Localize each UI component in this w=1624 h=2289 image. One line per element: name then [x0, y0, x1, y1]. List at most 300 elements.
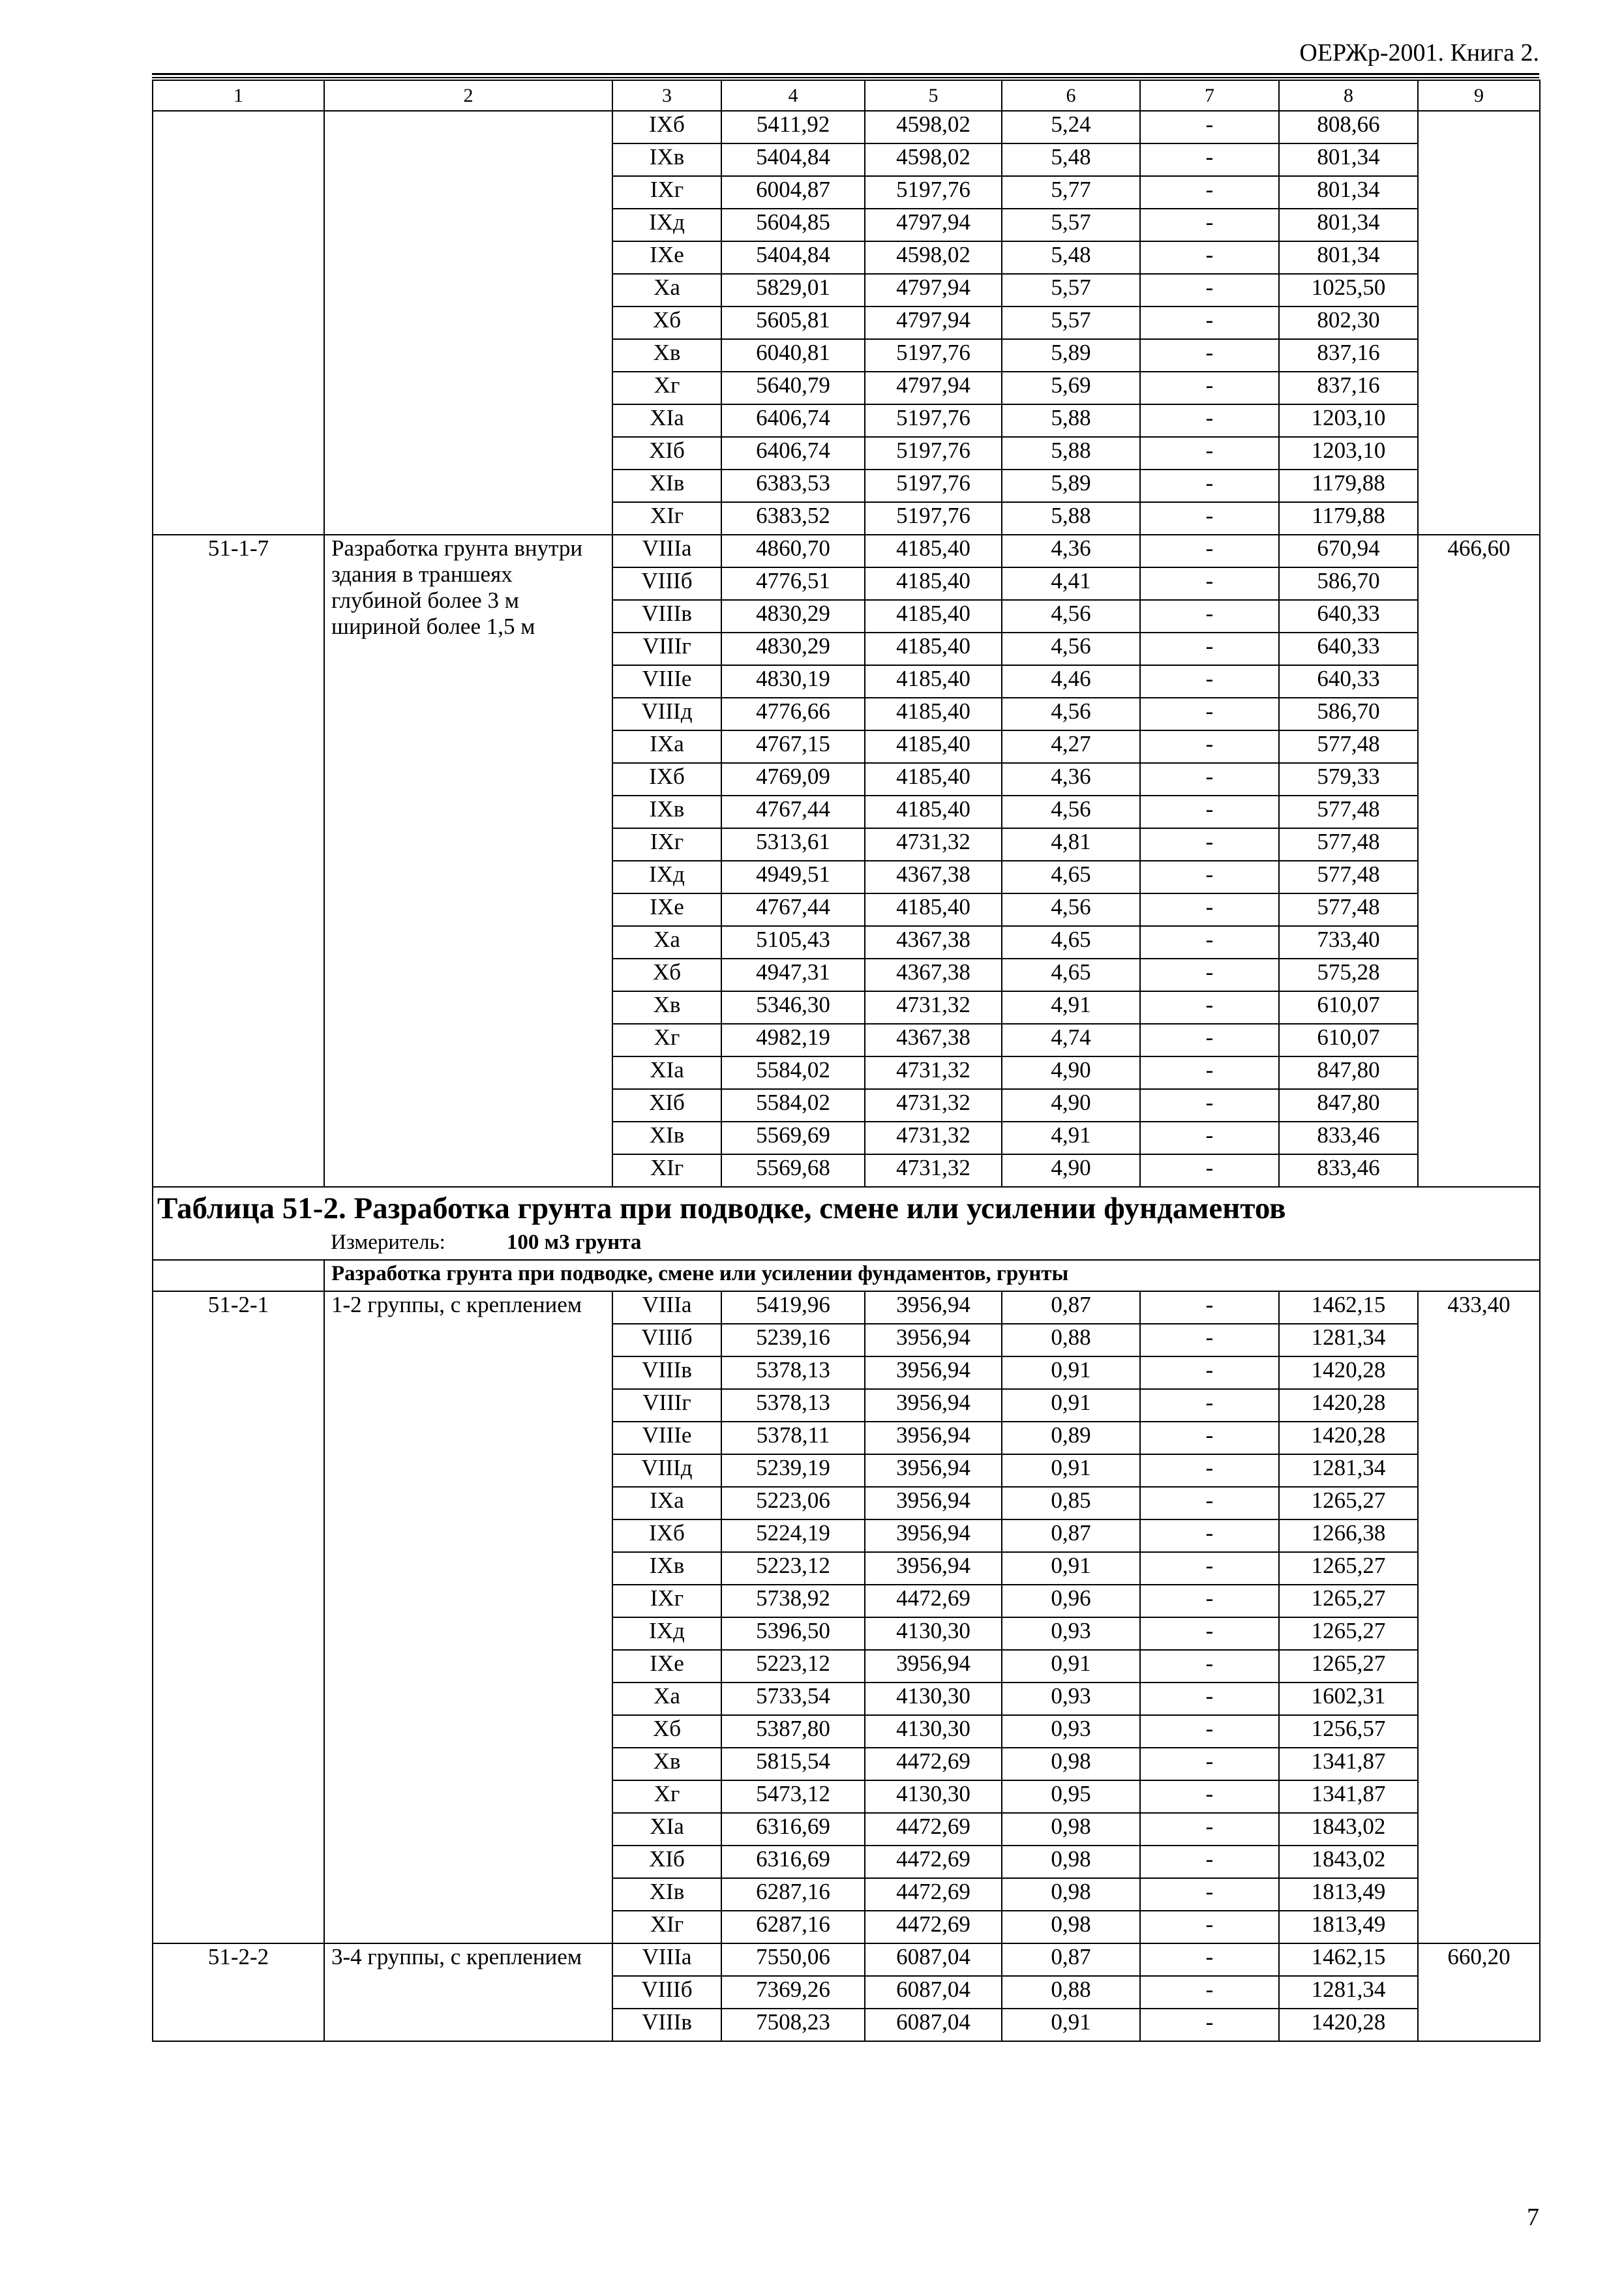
col8-value: 1420,28 [1279, 2009, 1418, 2041]
soil-category: VIIIд [612, 698, 721, 730]
labor-cost: 3956,94 [865, 1291, 1002, 1324]
labor-cost: 4797,94 [865, 209, 1002, 241]
col8-value: 833,46 [1279, 1122, 1418, 1154]
direct-cost: 5378,13 [721, 1356, 865, 1389]
soil-category: IXб [612, 111, 721, 143]
col7-value: - [1140, 959, 1279, 991]
col8-value: 640,33 [1279, 665, 1418, 698]
measure-line [157, 1228, 1535, 1257]
col7-value: - [1140, 828, 1279, 861]
machine-cost: 5,48 [1002, 241, 1140, 274]
soil-category: Xб [612, 959, 721, 991]
labor-cost: 6087,04 [865, 2009, 1002, 2041]
col7-value: - [1140, 730, 1279, 763]
soil-category: Xг [612, 372, 721, 404]
col7-value: - [1140, 1422, 1279, 1454]
machine-cost: 0,98 [1002, 1911, 1140, 1943]
machine-cost: 5,88 [1002, 404, 1140, 437]
soil-category: XIа [612, 1813, 721, 1846]
col7-value: - [1140, 1487, 1279, 1519]
direct-cost: 5569,68 [721, 1154, 865, 1187]
labor-cost: 4367,38 [865, 1024, 1002, 1056]
col8-value: 1281,34 [1279, 1454, 1418, 1487]
labor-cost: 4731,32 [865, 991, 1002, 1024]
col7-value: - [1140, 1389, 1279, 1422]
direct-cost: 5733,54 [721, 1683, 865, 1715]
labor-cost: 4130,30 [865, 1780, 1002, 1813]
soil-category: VIIIд [612, 1454, 721, 1487]
col7-value: - [1140, 470, 1279, 502]
col7-value: - [1140, 1617, 1279, 1650]
machine-cost: 4,81 [1002, 828, 1140, 861]
machine-cost: 4,56 [1002, 796, 1140, 828]
machine-cost: 0,98 [1002, 1846, 1140, 1878]
measure-value: 100 м3 грунта [506, 1231, 642, 1254]
machine-cost: 5,24 [1002, 111, 1140, 143]
direct-cost: 6040,81 [721, 339, 865, 372]
direct-cost: 5419,96 [721, 1291, 865, 1324]
col8-value: 1256,57 [1279, 1715, 1418, 1748]
soil-category: Xв [612, 339, 721, 372]
machine-cost: 4,65 [1002, 959, 1140, 991]
col8-value: 586,70 [1279, 698, 1418, 730]
machine-cost: 4,56 [1002, 893, 1140, 926]
soil-category: IXе [612, 1650, 721, 1683]
soil-category: VIIIб [612, 1324, 721, 1356]
soil-category: Xа [612, 274, 721, 307]
direct-cost: 5223,12 [721, 1650, 865, 1683]
direct-cost: 5640,79 [721, 372, 865, 404]
col8-value: 733,40 [1279, 926, 1418, 959]
soil-category: IXа [612, 730, 721, 763]
machine-cost: 5,57 [1002, 209, 1140, 241]
labor-cost: 4185,40 [865, 763, 1002, 796]
work-description: 3-4 группы, с креплением [324, 1943, 612, 2041]
col8-value: 808,66 [1279, 111, 1418, 143]
labor-cost: 4472,69 [865, 1846, 1002, 1878]
col8-value: 801,34 [1279, 241, 1418, 274]
labor-cost: 4598,02 [865, 241, 1002, 274]
soil-category: XIг [612, 1154, 721, 1187]
col7-value: - [1140, 1519, 1279, 1552]
soil-category: XIб [612, 1089, 721, 1122]
page-number: 7 [1527, 2204, 1539, 2231]
col8-value: 577,48 [1279, 861, 1418, 893]
machine-cost: 4,91 [1002, 991, 1140, 1024]
machine-cost: 0,87 [1002, 1943, 1140, 1976]
col8-value: 801,34 [1279, 209, 1418, 241]
labor-cost: 6087,04 [865, 1976, 1002, 2009]
direct-cost: 6383,52 [721, 502, 865, 535]
direct-cost: 5239,16 [721, 1324, 865, 1356]
direct-cost: 5605,81 [721, 307, 865, 339]
col8-value: 610,07 [1279, 991, 1418, 1024]
labor-cost: 4797,94 [865, 372, 1002, 404]
table-title: Таблица 51-2. Разработка грунта при подводке, смене или усилении фундаментов [157, 1191, 1286, 1225]
col8-value: 833,46 [1279, 1154, 1418, 1187]
col7-value: - [1140, 991, 1279, 1024]
direct-cost: 5223,12 [721, 1552, 865, 1585]
labor-cost: 4472,69 [865, 1585, 1002, 1617]
direct-cost: 4767,44 [721, 893, 865, 926]
soil-category: VIIIа [612, 535, 721, 567]
col7-value: - [1140, 1024, 1279, 1056]
machine-cost: 4,65 [1002, 861, 1140, 893]
direct-cost: 6406,74 [721, 437, 865, 470]
machine-cost: 4,90 [1002, 1089, 1140, 1122]
col8-value: 577,48 [1279, 730, 1418, 763]
col7-value: - [1140, 1911, 1279, 1943]
col7-value: - [1140, 2009, 1279, 2041]
col8-value: 1341,87 [1279, 1780, 1418, 1813]
col8-value: 579,33 [1279, 763, 1418, 796]
labor-cost: 4731,32 [865, 1056, 1002, 1089]
col7-value: - [1140, 1780, 1279, 1813]
col8-value: 1843,02 [1279, 1846, 1418, 1878]
machine-cost: 4,36 [1002, 763, 1140, 796]
col7-value: - [1140, 1154, 1279, 1187]
col7-value: - [1140, 372, 1279, 404]
direct-cost: 6316,69 [721, 1813, 865, 1846]
col8-value: 1813,49 [1279, 1878, 1418, 1911]
machine-cost: 5,88 [1002, 502, 1140, 535]
direct-cost: 5396,50 [721, 1617, 865, 1650]
col7-value: - [1140, 274, 1279, 307]
col8-value: 847,80 [1279, 1089, 1418, 1122]
col7-value: - [1140, 307, 1279, 339]
machine-cost: 0,93 [1002, 1715, 1140, 1748]
machine-cost: 0,91 [1002, 1650, 1140, 1683]
col7-value: - [1140, 633, 1279, 665]
col8-value: 577,48 [1279, 828, 1418, 861]
col8-value: 1203,10 [1279, 404, 1418, 437]
machine-cost: 0,91 [1002, 1454, 1140, 1487]
labor-cost: 4472,69 [865, 1878, 1002, 1911]
machine-cost: 4,90 [1002, 1154, 1140, 1187]
direct-cost: 5105,43 [721, 926, 865, 959]
labor-cost: 3956,94 [865, 1650, 1002, 1683]
direct-cost: 5404,84 [721, 143, 865, 176]
direct-cost: 5584,02 [721, 1089, 865, 1122]
machine-cost: 4,56 [1002, 633, 1140, 665]
machine-cost: 4,90 [1002, 1056, 1140, 1089]
empty-cell [153, 1260, 324, 1291]
col8-value: 577,48 [1279, 796, 1418, 828]
direct-cost: 5569,69 [721, 1122, 865, 1154]
labor-cost: 4367,38 [865, 959, 1002, 991]
col8-value: 575,28 [1279, 959, 1418, 991]
direct-cost: 5378,11 [721, 1422, 865, 1454]
col7-value: - [1140, 1878, 1279, 1911]
direct-cost: 4767,15 [721, 730, 865, 763]
soil-category: XIг [612, 502, 721, 535]
col8-value: 1281,34 [1279, 1976, 1418, 2009]
col7-value: - [1140, 1356, 1279, 1389]
soil-category: Xв [612, 1748, 721, 1780]
machine-cost: 0,98 [1002, 1748, 1140, 1780]
soil-category: VIIIв [612, 2009, 721, 2041]
labor-cost: 4185,40 [865, 600, 1002, 633]
rate-code: 51-1-7 [153, 535, 324, 1187]
col7-value: - [1140, 535, 1279, 567]
labor-cost: 4797,94 [865, 274, 1002, 307]
labor-cost: 4367,38 [865, 861, 1002, 893]
col8-value: 1420,28 [1279, 1422, 1418, 1454]
col7-value: - [1140, 1552, 1279, 1585]
soil-category: XIб [612, 1846, 721, 1878]
machine-cost: 0,89 [1002, 1422, 1140, 1454]
direct-cost: 7550,06 [721, 1943, 865, 1976]
labor-cost: 3956,94 [865, 1389, 1002, 1422]
table-row [153, 1943, 1540, 1976]
col8-value: 1179,88 [1279, 502, 1418, 535]
col9-value [1418, 111, 1540, 535]
col7-value: - [1140, 1748, 1279, 1780]
col8-value: 610,07 [1279, 1024, 1418, 1056]
direct-cost: 7508,23 [721, 2009, 865, 2041]
labor-cost: 4731,32 [865, 828, 1002, 861]
machine-cost: 0,93 [1002, 1617, 1140, 1650]
machine-cost: 5,57 [1002, 274, 1140, 307]
col7-value: - [1140, 861, 1279, 893]
work-description [324, 111, 612, 535]
machine-cost: 5,88 [1002, 437, 1140, 470]
soil-category: VIIIа [612, 1291, 721, 1324]
col8-value: 1025,50 [1279, 274, 1418, 307]
direct-cost: 6383,53 [721, 470, 865, 502]
direct-cost: 6004,87 [721, 176, 865, 209]
machine-cost: 0,98 [1002, 1813, 1140, 1846]
labor-cost: 4598,02 [865, 111, 1002, 143]
machine-cost: 5,69 [1002, 372, 1140, 404]
column-number: 9 [1418, 80, 1540, 111]
column-number: 7 [1140, 80, 1279, 111]
direct-cost: 5404,84 [721, 241, 865, 274]
col8-value: 1462,15 [1279, 1943, 1418, 1976]
soil-category: IXд [612, 861, 721, 893]
soil-category: IXв [612, 1552, 721, 1585]
col7-value: - [1140, 1976, 1279, 2009]
col7-value: - [1140, 404, 1279, 437]
col7-value: - [1140, 665, 1279, 698]
labor-cost: 6087,04 [865, 1943, 1002, 1976]
col7-value: - [1140, 1846, 1279, 1878]
soil-category: VIIIб [612, 567, 721, 600]
col8-value: 801,34 [1279, 143, 1418, 176]
machine-cost: 0,85 [1002, 1487, 1140, 1519]
soil-category: XIб [612, 437, 721, 470]
col7-value: - [1140, 1089, 1279, 1122]
machine-cost: 5,48 [1002, 143, 1140, 176]
col7-value: - [1140, 1585, 1279, 1617]
machine-cost: 4,46 [1002, 665, 1140, 698]
soil-category: IXв [612, 143, 721, 176]
soil-category: VIIIа [612, 1943, 721, 1976]
labor-cost: 4130,30 [865, 1715, 1002, 1748]
machine-cost: 5,89 [1002, 470, 1140, 502]
labor-cost: 4185,40 [865, 535, 1002, 567]
col7-value: - [1140, 143, 1279, 176]
direct-cost: 4769,09 [721, 763, 865, 796]
labor-cost: 4185,40 [865, 698, 1002, 730]
labor-cost: 4185,40 [865, 796, 1002, 828]
col8-value: 1813,49 [1279, 1911, 1418, 1943]
soil-category: Xб [612, 307, 721, 339]
machine-cost: 0,91 [1002, 2009, 1140, 2041]
col7-value: - [1140, 1122, 1279, 1154]
direct-cost: 4776,51 [721, 567, 865, 600]
machine-cost: 4,65 [1002, 926, 1140, 959]
machine-cost: 0,88 [1002, 1324, 1140, 1356]
soil-category: IXг [612, 176, 721, 209]
labor-cost: 5197,76 [865, 404, 1002, 437]
section-subheading: Разработка грунта при подводке, смене или усилении фундаментов, грунты [324, 1260, 1540, 1291]
soil-category: VIIIе [612, 1422, 721, 1454]
machine-cost: 0,87 [1002, 1519, 1140, 1552]
header-rule [152, 73, 1539, 75]
col8-value: 837,16 [1279, 372, 1418, 404]
section-subheading-row [153, 1260, 1540, 1291]
machine-cost: 4,36 [1002, 535, 1140, 567]
col7-value: - [1140, 1291, 1279, 1324]
col8-value: 1265,27 [1279, 1617, 1418, 1650]
col8-value: 1602,31 [1279, 1683, 1418, 1715]
col8-value: 670,94 [1279, 535, 1418, 567]
direct-cost: 5738,92 [721, 1585, 865, 1617]
soil-category: VIIIг [612, 633, 721, 665]
col8-value: 640,33 [1279, 633, 1418, 665]
col8-value: 801,34 [1279, 176, 1418, 209]
col8-value: 577,48 [1279, 893, 1418, 926]
col7-value: - [1140, 567, 1279, 600]
col7-value: - [1140, 1683, 1279, 1715]
column-number: 2 [324, 80, 612, 111]
col8-value: 1462,15 [1279, 1291, 1418, 1324]
direct-cost: 5411,92 [721, 111, 865, 143]
col7-value: - [1140, 502, 1279, 535]
labor-cost: 4598,02 [865, 143, 1002, 176]
col7-value: - [1140, 111, 1279, 143]
col7-value: - [1140, 763, 1279, 796]
soil-category: VIIIг [612, 1389, 721, 1422]
col8-value: 1341,87 [1279, 1748, 1418, 1780]
machine-cost: 5,89 [1002, 339, 1140, 372]
machine-cost: 0,91 [1002, 1389, 1140, 1422]
machine-cost: 5,77 [1002, 176, 1140, 209]
soil-category: XIа [612, 1056, 721, 1089]
labor-cost: 5197,76 [865, 502, 1002, 535]
rate-code [153, 111, 324, 535]
labor-cost: 3956,94 [865, 1454, 1002, 1487]
column-number: 6 [1002, 80, 1140, 111]
soil-category: XIг [612, 1911, 721, 1943]
direct-cost: 5223,06 [721, 1487, 865, 1519]
machine-cost: 4,41 [1002, 567, 1140, 600]
direct-cost: 7369,26 [721, 1976, 865, 2009]
col7-value: - [1140, 209, 1279, 241]
col8-value: 1179,88 [1279, 470, 1418, 502]
soil-category: VIIIв [612, 600, 721, 633]
soil-category: IXд [612, 209, 721, 241]
labor-cost: 3956,94 [865, 1324, 1002, 1356]
col8-value: 640,33 [1279, 600, 1418, 633]
labor-cost: 5197,76 [865, 339, 1002, 372]
direct-cost: 5815,54 [721, 1748, 865, 1780]
column-number: 4 [721, 80, 865, 111]
column-number: 1 [153, 80, 324, 111]
soil-category: Xб [612, 1715, 721, 1748]
work-description: 1-2 группы, с креплением [324, 1291, 612, 1943]
col8-value: 1266,38 [1279, 1519, 1418, 1552]
col7-value: - [1140, 1650, 1279, 1683]
labor-cost: 4130,30 [865, 1683, 1002, 1715]
col7-value: - [1140, 1715, 1279, 1748]
direct-cost: 5224,19 [721, 1519, 865, 1552]
table-row [153, 535, 1540, 567]
direct-cost: 5473,12 [721, 1780, 865, 1813]
col8-value: 837,16 [1279, 339, 1418, 372]
labor-cost: 4731,32 [865, 1154, 1002, 1187]
col8-value: 1420,28 [1279, 1389, 1418, 1422]
machine-cost: 4,56 [1002, 600, 1140, 633]
col8-value: 1281,34 [1279, 1324, 1418, 1356]
direct-cost: 5346,30 [721, 991, 865, 1024]
labor-cost: 3956,94 [865, 1356, 1002, 1389]
labor-cost: 3956,94 [865, 1552, 1002, 1585]
direct-cost: 5584,02 [721, 1056, 865, 1089]
direct-cost: 4830,19 [721, 665, 865, 698]
machine-cost: 4,27 [1002, 730, 1140, 763]
labor-cost: 4472,69 [865, 1748, 1002, 1780]
direct-cost: 5387,80 [721, 1715, 865, 1748]
col7-value: - [1140, 1324, 1279, 1356]
soil-category: VIIIб [612, 1976, 721, 2009]
direct-cost: 4767,44 [721, 796, 865, 828]
labor-cost: 4797,94 [865, 307, 1002, 339]
direct-cost: 5829,01 [721, 274, 865, 307]
labor-cost: 4731,32 [865, 1089, 1002, 1122]
col8-value: 1203,10 [1279, 437, 1418, 470]
col7-value: - [1140, 796, 1279, 828]
labor-cost: 4472,69 [865, 1911, 1002, 1943]
rates-table [152, 80, 1541, 2042]
soil-category: VIIIе [612, 665, 721, 698]
col7-value: - [1140, 437, 1279, 470]
col8-value: 586,70 [1279, 567, 1418, 600]
machine-cost: 0,93 [1002, 1683, 1140, 1715]
col9-value: 466,60 [1418, 535, 1540, 1187]
direct-cost: 4860,70 [721, 535, 865, 567]
machine-cost: 0,98 [1002, 1878, 1140, 1911]
soil-category: Xг [612, 1024, 721, 1056]
direct-cost: 4947,31 [721, 959, 865, 991]
table-row [153, 1291, 1540, 1324]
direct-cost: 6287,16 [721, 1911, 865, 1943]
soil-category: IXб [612, 1519, 721, 1552]
direct-cost: 4830,29 [721, 633, 865, 665]
soil-category: IXа [612, 1487, 721, 1519]
rate-code: 51-2-2 [153, 1943, 324, 2041]
labor-cost: 4185,40 [865, 567, 1002, 600]
machine-cost: 5,57 [1002, 307, 1140, 339]
direct-cost: 5604,85 [721, 209, 865, 241]
machine-cost: 4,91 [1002, 1122, 1140, 1154]
soil-category: XIв [612, 470, 721, 502]
machine-cost: 0,88 [1002, 1976, 1140, 2009]
direct-cost: 5378,13 [721, 1389, 865, 1422]
labor-cost: 4472,69 [865, 1813, 1002, 1846]
labor-cost: 4185,40 [865, 633, 1002, 665]
